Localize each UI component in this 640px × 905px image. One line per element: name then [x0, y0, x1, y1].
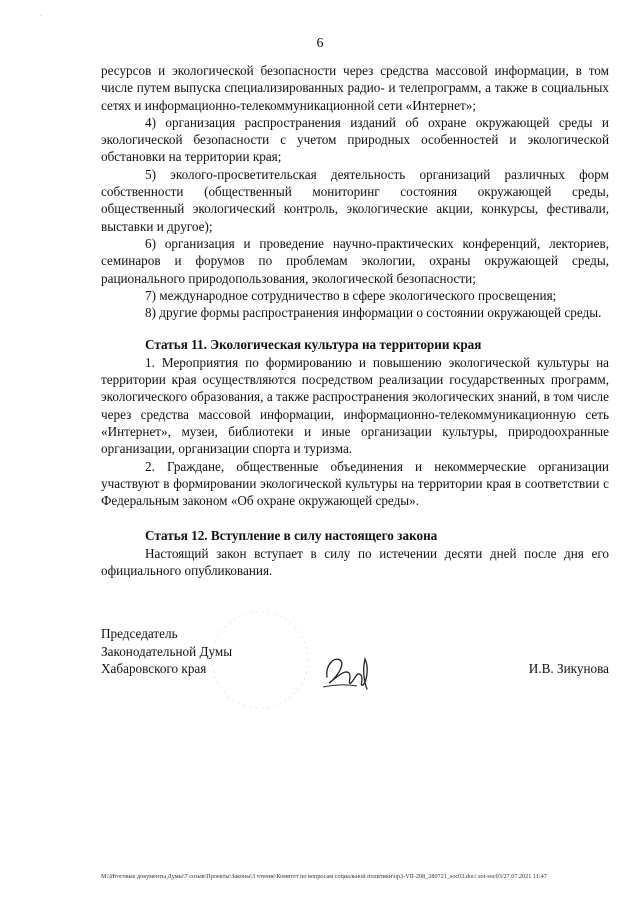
article-11-paragraph-2: 2. Граждане, общественные объединения и некоммерческие организации участвуют в формировании экологической культуры на территории края в соответствии с Федеральным законом «Об охране окружающей среды».: [101, 458, 609, 509]
document-body: [101, 62, 609, 579]
paragraph-continuation: ресурсов и экологической безопасности через средства массовой информации, в том числе путем выпуска специализированных радио- и телепрограмм, а также в социальных сетях и информационно-телекоммуникационной сети «Интернет»;: [101, 63, 609, 113]
article-11-heading: Статья 11. Экологическая культура на территории края: [145, 337, 482, 353]
list-item-4: 4) организация распространения изданий об охране окружающей среды и экологической безопасности с учетом природных особенностей и экологической обстановки на территории края;: [101, 114, 609, 165]
article-11-paragraph-1: 1. Мероприятия по формированию и повышению экологической культуры на территории края осуществляются посредством реализации государственных программ, экологического образования, а также распространения экологических знаний, в том числе через средства массовой информации, информационно-телекоммуникационную сеть «Интернет», музеи, библиотеки и иные организации культуры, природоохранные организации, организации спорта и туризма.: [101, 354, 609, 457]
list-item-7: 7) международное сотрудничество в сфере экологического просвещения;: [145, 287, 557, 303]
list-item-6: 6) организация и проведение научно-практических конференций, лекториев, семинаров и форумов по проблемам экологии, охраны окружающей среды, рационального природопользования, экологической безопасности;: [101, 235, 609, 286]
signature-title-line1: Председатель: [101, 626, 178, 641]
signature-title-line2: Законодательной Думы: [101, 643, 233, 659]
signatory-name: И.В. Зикунова: [528, 661, 609, 676]
list-item-5: 5) эколого-просветительская деятельность организаций различных форм собственности (общественный мониторинг состояния окружающей среды, общественный экологический контроль, экологические акции, конкурсы, фестивали, выставки и другое);: [101, 166, 609, 234]
page-number: 6: [316, 36, 324, 51]
spacer: [101, 509, 609, 527]
signature-block: [101, 625, 609, 678]
list-item-8: 8) другие формы распространения информации о состоянии окружающей среды.: [145, 305, 602, 321]
handwritten-signature: [319, 647, 373, 693]
file-path-footer: M:\Итоговые документы Думы\7 созыв\Проекты\Законы\3 чтение\Комитет по вопросам социальной политики\ор3-VII-208_280721_soc03.doc/ sot-soc03/27.07.2021 11:47: [101, 873, 547, 880]
signature-title-line3: Хабаровского края: [101, 661, 207, 676]
corner-mark: .: [40, 10, 42, 18]
spacer: [101, 321, 609, 336]
article-12-paragraph-1: Настоящий закон вступает в силу по истечении десяти дней после дня его официального опубликования.: [101, 545, 609, 579]
article-12-heading: Статья 12. Вступление в силу настоящего закона: [145, 528, 438, 544]
